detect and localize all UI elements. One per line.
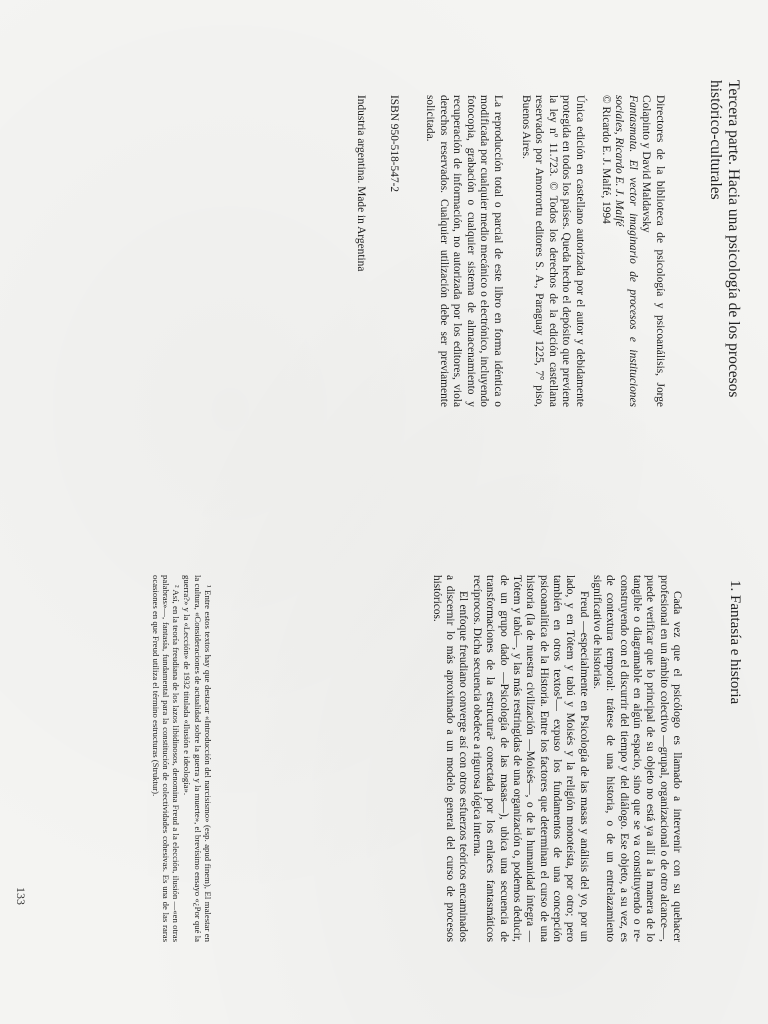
license-paragraph: Única edición en castellano autorizada por el autor y debidamente protegida en todos los países. Queda hecho el depósito que previene la ley nº 11.723. © Todos los derechos de la edición castellana reservados por Amorrortu editores S. A., Paraguay 1225, 7° piso, Buenos Aires. xyxy=(519,95,587,407)
book-title-line: Fantasmata. El vector imaginario de procesos e instituciones sociales, Ricardo E. J. Malfé xyxy=(613,95,639,407)
page-number: 133 xyxy=(14,887,28,905)
copyright-line: © Ricardo E. J. Malfé, 1994 xyxy=(599,95,612,224)
footnotes xyxy=(149,575,213,942)
series-directors: Directores de la biblioteca de psicología y psicoanálisis, Jorge Colapinto y David Maldavsky xyxy=(640,95,666,407)
credits-block xyxy=(353,95,666,407)
footnote: ² Así, en la teoría freudiana de los lazos libidinosos, denomina Freud a la elección, ilusión —«en otras palabras»—, fantasía, fundamental para la constitución de colectividades cohesivas. Es una de las raras ocasiones en que Freud utiliza el término estructuras (Struktur). xyxy=(150,575,182,942)
body-paragraph: Cada vez que el psicólogo es llamado a intervenir con su quehacer profesional en un ámbito colectivo —grupal, organizacional o de otro alcance—, puede verificar que lo principal de su objeto no está ya allí a la manera de lo tangible o diagramable en algún espacio, sino que se va constituyendo o re-construyendo con el discurrir del tiempo y del diálogo. Ese objeto, a su vez, es de contextura temporal: trátese de una historia, o de un entrelazamiento significativo de historias. xyxy=(590,575,683,942)
chapter-body xyxy=(429,575,683,942)
rights-paragraph: La reproducción total o parcial de este libro en forma idéntica o modificada por cualquier medio mecánico o electrónico, incluyendo fotocopia, grabación o cualquier sistema de almacenamiento y recuperación de información, no autorizada por los editores, viola derechos reservados. Cualquier utilización debe ser previamente solicitada. xyxy=(424,95,505,407)
isbn: ISBN 950-518-547-2 xyxy=(388,95,401,193)
right-page xyxy=(0,512,768,1024)
running-head: Tercera parte. Hacia una psicología de los procesos histórico-culturales xyxy=(707,80,742,398)
body-paragraph: Freud —especialmente en Psicología de las masas y análisis del yo, por un lado, y en Tótem y tabú y Moisés y la religión monoteísta, por otro; pero también en otros textos¹— expuso los fundamentos de una concepción psicoanalítica de la Historia. Entre los factores que determinan el curso de una historia (la de nuestra civilización —Moisés—, o de la humanidad íntegra —Tótem y tabú—, y las más restringidas de una organización o, podemos deducir, de un grupo dado —Psicología de las masas—), ubica una secuencia de transformaciones de la estructura² conectada por los enlaces fantasmáticos recíprocos. Dicha secuencia obedece a rigurosa lógica interna. xyxy=(470,575,590,942)
chapter-title: 1. Fantasía e historia xyxy=(727,580,743,705)
footnote: ¹ Entre estos textos hay que destacar «Introducción del narcisismo» (esp. apud finem), El malestar en la cultura, «Consideraciones de actualidad sobre la guerra y la muerte», el brevísimo ensayo «¿Por qué la guerra?» y la «Lección» de 1932 titulada «Ilusión e ideología». xyxy=(182,575,213,942)
body-paragraph: El enfoque freudiano converge así con otros esfuerzos teóricos encaminados a discernir lo más aproximado a un modelo general del curso de procesos históricos. xyxy=(430,575,470,942)
made-in-line: Industria argentina. Made in Argentina xyxy=(354,95,367,272)
